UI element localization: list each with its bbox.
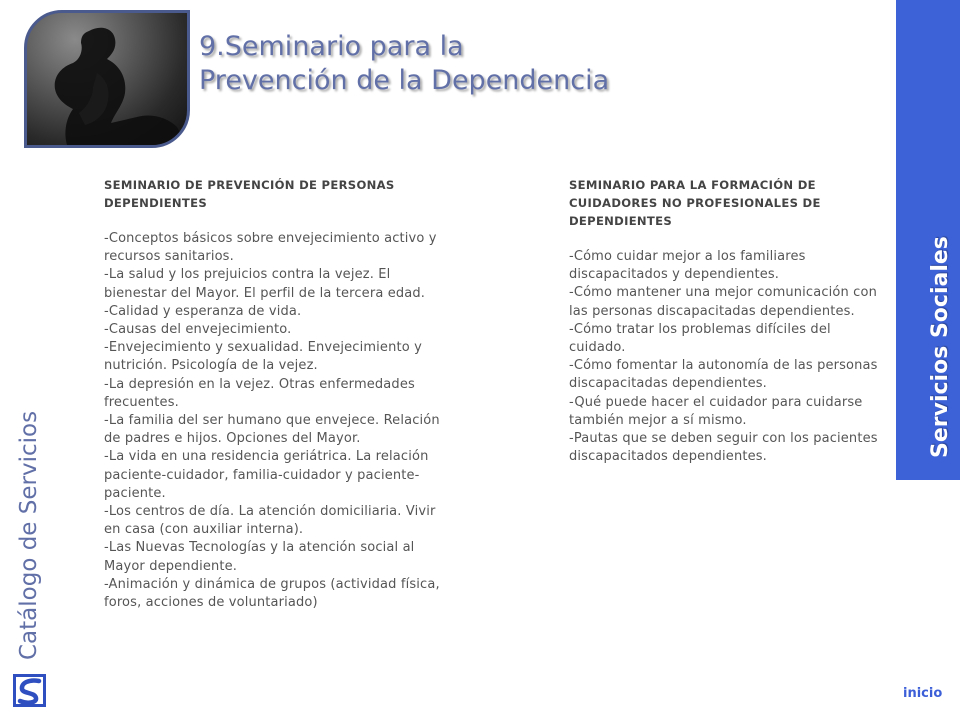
inicio-link[interactable]: inicio [903, 686, 943, 701]
list-item: -La salud y los prejuicios contra la vejez. El bienestar del Mayor. El perfil de la tercera edad. [104, 267, 426, 301]
list-item: -La familia del ser humano que envejece. Relación de padres e hijos. Opciones del Mayor. [104, 413, 440, 447]
list-item: -La depresión en la vejez. Otras enfermedades frecuentes. [104, 376, 415, 410]
catalog-label: Catálogo de Servicios [16, 410, 42, 660]
logo-icon [13, 674, 46, 707]
list-item: -Cómo tratar los problemas difíciles del cuidado. [569, 321, 831, 356]
left-seminar-heading: SEMINARIO DE PREVENCIÓN DE PERSONAS DEPENDIENTES [104, 178, 395, 210]
list-item: -Qué puede hacer el cuidador para cuidarse también mejor a sí mismo. [569, 394, 863, 428]
page-title-line1: 9.Seminario para la [199, 31, 464, 62]
list-item: -Los centros de día. La atención domiciliaria. Vivir en casa (con auxiliar interna). [104, 504, 436, 538]
list-item: -Animación y dinámica de grupos (actividad física, foros, acciones de voluntariado) [104, 576, 440, 611]
list-item: -Causas del envejecimiento. [104, 322, 292, 338]
list-item: -Calidad y esperanza de vida. [104, 303, 302, 319]
list-item: -Cómo cuidar mejor a los familiares discapacitados y dependientes. [569, 249, 806, 283]
list-item: -La vida en una residencia geriátrica. La relación paciente-cuidador, familia-cuidador y paciente-paciente. [104, 449, 429, 501]
side-band-label: Servicios Sociales [928, 236, 953, 458]
list-item: -Cómo mantener una mejor comunicación con las personas discapacitadas dependientes. [569, 285, 877, 319]
right-seminar-column [569, 176, 879, 466]
left-seminar-column [104, 176, 450, 612]
page-title [199, 30, 609, 98]
list-item: -Envejecimiento y sexualidad. Envejecimiento y nutrición. Psicología de la vejez. [104, 340, 422, 374]
page-title-line2: Prevención de la Dependencia [199, 65, 610, 96]
list-item: -Las Nuevas Tecnologías y la atención social al Mayor dependiente. [104, 540, 415, 574]
list-item: -Cómo fomentar la autonomía de las personas discapacitadas dependientes. [569, 358, 878, 392]
right-seminar-heading: SEMINARIO PARA LA FORMACIÓN DE CUIDADORES NO PROFESIONALES DE DEPENDIENTES [569, 178, 821, 228]
list-item: -Conceptos básicos sobre envejecimiento activo y recursos sanitarios. [104, 231, 437, 265]
list-item: -Pautas que se deben seguir con los pacientes discapacitados dependientes. [569, 431, 878, 465]
silhouette-photo [24, 10, 190, 148]
